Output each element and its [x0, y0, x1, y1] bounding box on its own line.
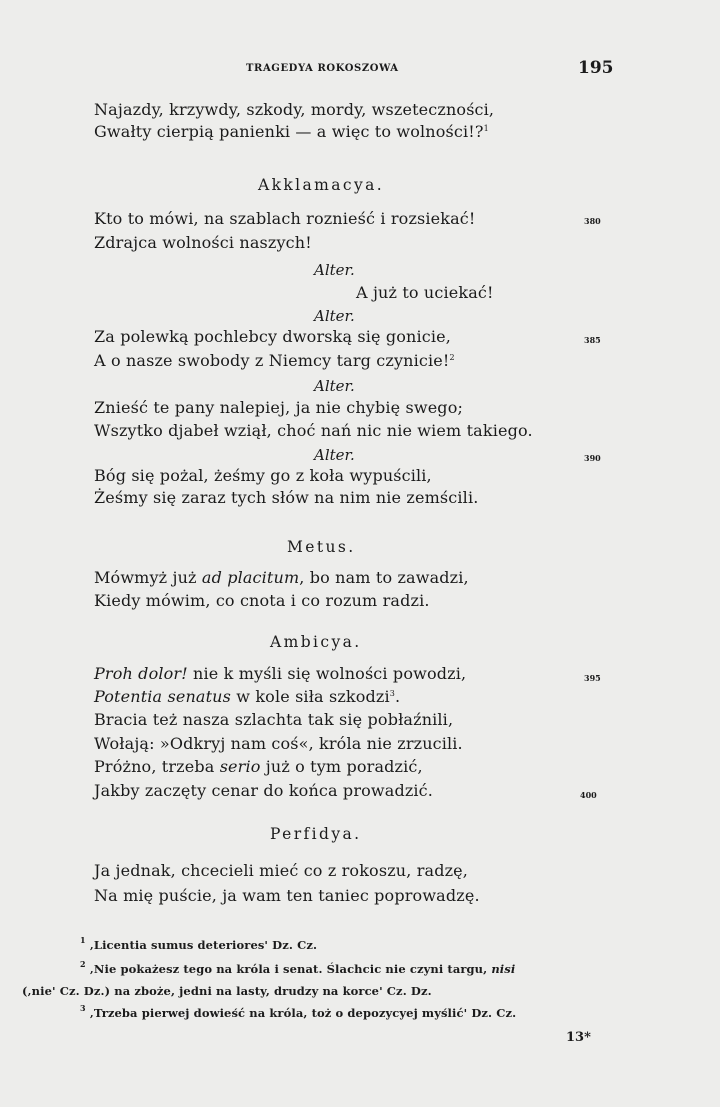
- speaker-alter: Alter.: [314, 261, 355, 279]
- footnote-ref: 3: [389, 689, 396, 698]
- footnote: $^2$ ‚Nie pokażesz tego na króla i senat. Ślachcic nie czyni targu, nisi: [80, 959, 516, 976]
- verse-line: Żeśmy się zaraz tych słów na nim nie zemścili.: [94, 488, 479, 507]
- footnote: $^1$ ‚Licentia sumus deteriores' Dz. Cz.: [80, 935, 318, 952]
- verse-line: Bracia też nasza szlachta tak się pobłaźnili,: [94, 710, 454, 729]
- verse-line: Wszytko djabeł wziął, choć nań nic nie wiem takiego.: [94, 421, 533, 440]
- footnote-continuation: (‚nie' Cz. Dz.) na zboże, jedni na lasty, drudzy na korce' Cz. Dz.: [22, 984, 432, 998]
- speaker-name: Ambicya.: [270, 633, 362, 651]
- speaker-alter: Alter.: [314, 377, 355, 395]
- footnote-ref: 2: [449, 353, 455, 362]
- page-number: 195: [578, 58, 614, 78]
- line-number: 400: [580, 790, 597, 800]
- verse-line: Wołają: »Odkryj nam coś«, króla nie zrzucili.: [94, 734, 463, 753]
- footnote-ref: 1: [483, 124, 489, 133]
- verse-line: Na mię puście, ja wam ten taniec poprowadzę.: [94, 886, 480, 905]
- line-number: 395: [584, 673, 601, 683]
- verse-line: A o nasze swobody z Niemcy targ czynicie!$^2$: [94, 351, 455, 370]
- speaker-name: Metus.: [287, 538, 356, 556]
- signature-mark: 13*: [566, 1030, 591, 1045]
- line-number: 390: [584, 453, 601, 463]
- speaker-name: Perfidya.: [270, 825, 362, 843]
- verse-line: Proh dolor! nie k myśli się wolności powodzi,: [94, 664, 467, 683]
- speaker-alter: Alter.: [314, 446, 355, 464]
- running-title: TRAGEDYA ROKOSZOWA: [246, 63, 399, 74]
- verse-line: Za polewką pochlebcy dworską się gonicie,: [94, 327, 451, 346]
- verse-line: Potentia senatus w kole siła szkodzi$^3$.: [94, 687, 401, 706]
- verse-line: Mówmyż już ad placitum, bo nam to zawadzi,: [94, 568, 469, 587]
- verse-line: A już to uciekać!: [356, 283, 494, 302]
- verse-line: Bóg się pożal, żeśmy go z koła wypuścili,: [94, 466, 432, 485]
- verse-line: Kiedy mówim, co cnota i co rozum radzi.: [94, 591, 430, 610]
- verse-line: Próżno, trzeba serio już o tym poradzić,: [94, 757, 423, 776]
- line-number: 385: [584, 335, 601, 345]
- speaker-alter: Alter.: [314, 307, 355, 325]
- verse-line: Najazdy, krzywdy, szkody, mordy, wszeteczności,: [94, 100, 495, 119]
- verse-line: Zdrajca wolności naszych!: [94, 233, 312, 252]
- verse-line: Znieść te pany nalepiej, ja nie chybię swego;: [94, 398, 464, 417]
- speaker-name: Akklamacya.: [258, 176, 385, 194]
- line-number: 380: [584, 216, 601, 226]
- verse-line: Ja jednak, chcecieli mieć co z rokoszu, radzę,: [94, 861, 469, 880]
- verse-line: Jakby zaczęty cenar do końca prowadzić.: [94, 781, 434, 800]
- verse-line: Kto to mówi, na szablach roznieść i rozsiekać!: [94, 209, 476, 228]
- verse-line: Gwałty cierpią panienki — a więc to wolności!?$^1$: [94, 122, 489, 141]
- footnote: $^3$ ‚Trzeba pierwej dowieść na króla, toż o depozycyej myślić' Dz. Cz.: [80, 1003, 517, 1020]
